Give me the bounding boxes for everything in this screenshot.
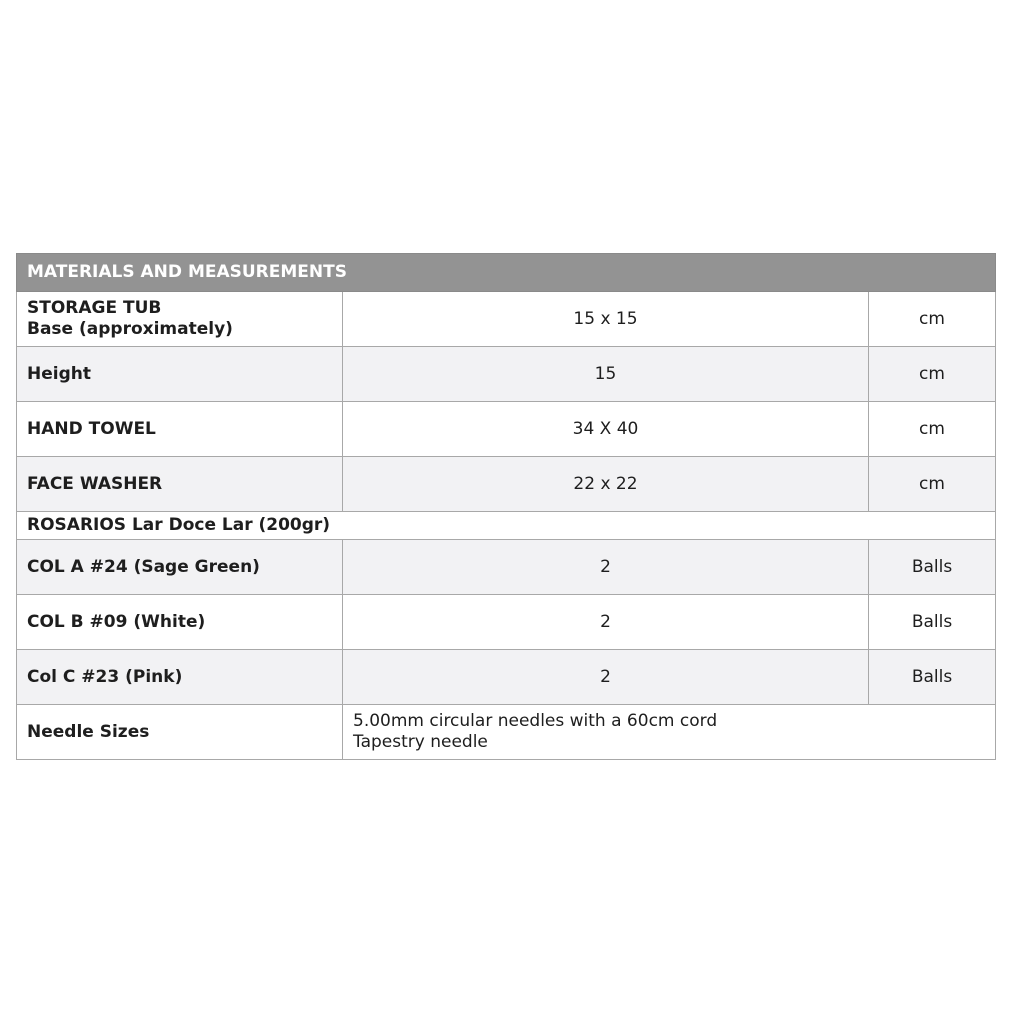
storage-tub-label [17, 292, 343, 347]
needles-line1: 5.00mm circular needles with a 60cm cord [353, 711, 718, 731]
hand-towel-unit: cm [869, 402, 996, 457]
col-a-value: 2 [343, 540, 869, 595]
col-b-value: 2 [343, 595, 869, 650]
table-row-needles [17, 705, 996, 760]
col-a-unit: Balls [869, 540, 996, 595]
col-c-unit: Balls [869, 650, 996, 705]
needles-value [343, 705, 996, 760]
yarn-header: ROSARIOS Lar Doce Lar (200gr) [17, 512, 996, 540]
face-washer-label: FACE WASHER [17, 457, 343, 512]
materials-measurements-table [16, 253, 996, 760]
col-b-label: COL B #09 (White) [17, 595, 343, 650]
table-row-col-c [17, 650, 996, 705]
face-washer-value: 22 x 22 [343, 457, 869, 512]
needles-line2: Tapestry needle [353, 732, 488, 752]
height-unit: cm [869, 347, 996, 402]
needles-label: Needle Sizes [17, 705, 343, 760]
storage-tub-label-line1: STORAGE TUB [27, 298, 162, 318]
table-row-face-washer [17, 457, 996, 512]
table-row-hand-towel [17, 402, 996, 457]
col-b-unit: Balls [869, 595, 996, 650]
storage-tub-label-line2: Base (approximately) [27, 319, 233, 339]
hand-towel-value: 34 X 40 [343, 402, 869, 457]
face-washer-unit: cm [869, 457, 996, 512]
col-a-label: COL A #24 (Sage Green) [17, 540, 343, 595]
table-row-height [17, 347, 996, 402]
storage-tub-unit: cm [869, 292, 996, 347]
col-c-label: Col C #23 (Pink) [17, 650, 343, 705]
table-row-col-a [17, 540, 996, 595]
table-row-storage-tub [17, 292, 996, 347]
height-value: 15 [343, 347, 869, 402]
col-c-value: 2 [343, 650, 869, 705]
height-label: Height [17, 347, 343, 402]
table-row-yarn-header [17, 512, 996, 540]
table-title: MATERIALS AND MEASUREMENTS [17, 254, 996, 292]
table-header-row [17, 254, 996, 292]
table-row-col-b [17, 595, 996, 650]
hand-towel-label: HAND TOWEL [17, 402, 343, 457]
storage-tub-value: 15 x 15 [343, 292, 869, 347]
